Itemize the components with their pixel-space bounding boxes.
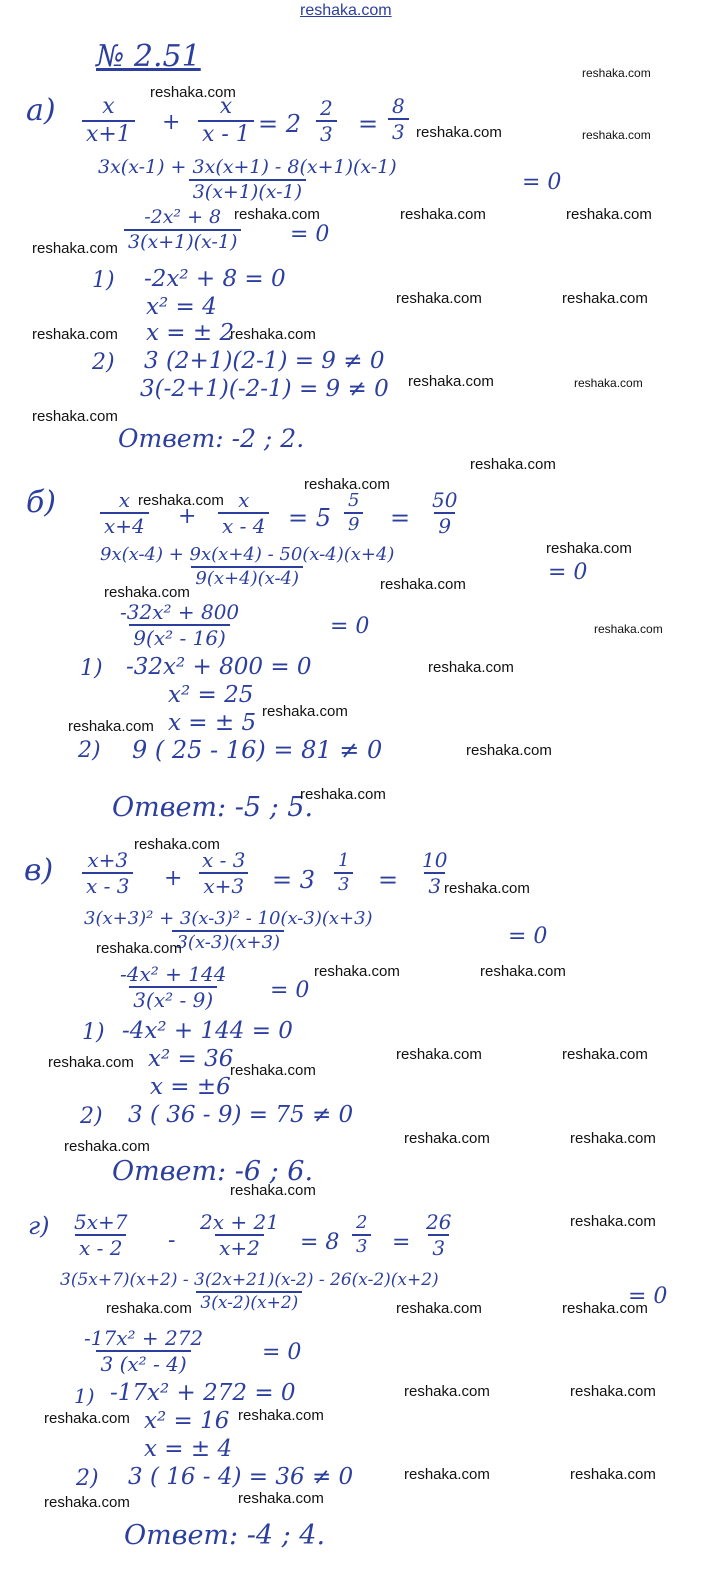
part-a-answer: Ответ: -2 ; 2. (118, 424, 305, 453)
watermark: reshaka.com (134, 836, 220, 853)
part-b-substep1-x2: x² = 25 (168, 682, 254, 708)
watermark: reshaka.com (562, 290, 648, 307)
part-d-step2-rhs: = 0 (262, 1340, 302, 1365)
step-numerator: 3(5x+7)(x+2) - 3(2x+21)(x-2) - 26(x-2)(x+2) (60, 1270, 439, 1290)
part-d-substep2-line1: 3 ( 16 - 4) = 36 ≠ 0 (128, 1464, 354, 1490)
part-c-step2-rhs: = 0 (270, 978, 310, 1003)
part-b-step2 (116, 602, 243, 648)
watermark: reshaka.com (314, 963, 400, 980)
part-c-substep2-line1: 3 ( 36 - 9) = 75 ≠ 0 (128, 1102, 354, 1128)
part-a-result-fraction (388, 96, 409, 142)
watermark: reshaka.com (416, 124, 502, 141)
watermark: reshaka.com (230, 1182, 316, 1199)
fraction-denominator: x+2 (215, 1234, 264, 1258)
fraction-numerator: x (118, 488, 131, 512)
watermark: reshaka.com (234, 206, 320, 223)
part-c-label: в) (24, 853, 54, 888)
fraction-numerator: 50 (432, 488, 458, 512)
watermark: reshaka.com (230, 1062, 316, 1079)
part-c-substep1-x: x = ±6 (150, 1074, 231, 1100)
part-c-mixed-fraction (334, 852, 353, 894)
problem-number: № 2.51 (96, 39, 201, 74)
watermark: reshaka.com (68, 718, 154, 735)
fraction-numerator: 10 (422, 848, 448, 872)
part-a-substep2-line2: 3(-2+1)(-2-1) = 9 ≠ 0 (140, 376, 389, 402)
watermark: reshaka.com (570, 1213, 656, 1230)
fraction-numerator: x+3 (87, 848, 129, 872)
step-numerator: 9x(x-4) + 9x(x+4) - 50(x-4)(x+4) (100, 544, 395, 565)
part-d-step2 (80, 1328, 207, 1374)
step-denominator: 9(x² - 16) (129, 624, 230, 648)
fraction-numerator: 2 (356, 1212, 368, 1233)
fraction-denominator: 9 (344, 512, 363, 534)
part-c-substep1-label: 1) (82, 1020, 105, 1045)
fraction-numerator: 2 (320, 96, 333, 120)
part-d-minus: - (168, 1228, 176, 1253)
step-denominator: 3(x-3)(x+3) (172, 930, 284, 952)
part-c-step2 (116, 964, 230, 1010)
part-d-answer: Ответ: -4 ; 4. (124, 1520, 326, 1551)
fraction-denominator: x+3 (199, 872, 248, 896)
part-b-plus: + (178, 504, 197, 529)
fraction-denominator: 3 (352, 1234, 371, 1256)
watermark: reshaka.com (470, 456, 556, 473)
watermark: reshaka.com (304, 476, 390, 493)
step-denominator: 3 (x² - 4) (96, 1350, 190, 1374)
part-b-substep1-eq: -32x² + 800 = 0 (126, 654, 312, 680)
watermark: reshaka.com (404, 1466, 490, 1483)
part-c-fraction-2 (198, 850, 249, 896)
part-c-step1-rhs: = 0 (508, 924, 548, 949)
part-d-substep2-label: 2) (76, 1466, 99, 1491)
part-c-substep1-x2: x² = 36 (148, 1046, 234, 1072)
part-c-equals-2: = (378, 866, 399, 894)
part-d-substep1-eq: -17x² + 272 = 0 (110, 1380, 296, 1406)
part-a-equals-mixed: = 2 (258, 110, 302, 138)
part-a-substep1-label: 1) (92, 268, 115, 293)
watermark: reshaka.com (64, 1138, 150, 1155)
part-b-label: б) (26, 485, 57, 520)
step-denominator: 9(x+4)(x-4) (191, 566, 303, 588)
watermark: reshaka.com (32, 408, 118, 425)
fraction-denominator: 3 (334, 872, 353, 894)
watermark: reshaka.com (562, 1046, 648, 1063)
step-numerator: -32x² + 800 (120, 600, 240, 624)
part-d-substep1-x2: x² = 16 (144, 1408, 230, 1434)
watermark: reshaka.com (396, 290, 482, 307)
fraction-denominator: x - 4 (218, 512, 269, 536)
watermark: reshaka.com (408, 373, 494, 390)
part-a-step2 (124, 208, 241, 252)
fraction-denominator: x - 1 (198, 120, 254, 146)
fraction-numerator: 1 (338, 850, 350, 871)
watermark: reshaka.com (582, 66, 651, 80)
watermark: reshaka.com (32, 240, 118, 257)
watermark: reshaka.com (104, 584, 190, 601)
fraction-numerator: 26 (426, 1210, 452, 1234)
part-d-equals-mixed: = 8 (300, 1230, 340, 1255)
watermark: reshaka.com (106, 1300, 192, 1317)
part-d-substep1-label: 1) (74, 1384, 95, 1408)
part-a-fraction-1 (82, 96, 135, 146)
part-b-substep1-label: 1) (80, 656, 103, 681)
fraction-numerator: 8 (392, 94, 405, 118)
watermark: reshaka.com (138, 492, 224, 509)
watermark: reshaka.com (396, 1300, 482, 1317)
step-numerator: -2x² + 8 (144, 206, 222, 228)
part-c-substep2-label: 2) (80, 1104, 103, 1129)
part-b-substep2-label: 2) (78, 738, 101, 763)
fraction-denominator: 3 (388, 118, 409, 142)
part-a-substep2-label: 2) (92, 350, 115, 375)
step-numerator: 3(x+3)² + 3(x-3)² - 10(x-3)(x+3) (84, 908, 373, 929)
watermark: reshaka.com (404, 1130, 490, 1147)
part-b-result-fraction (428, 490, 461, 536)
part-b-substep2-line1: 9 ( 25 - 16) = 81 ≠ 0 (132, 736, 383, 764)
watermark: reshaka.com (594, 622, 663, 636)
part-b-fraction-2 (218, 490, 269, 536)
part-d-result-fraction (422, 1212, 455, 1258)
watermark: reshaka.com (444, 880, 530, 897)
part-b-mixed-fraction (344, 492, 363, 534)
part-c-plus: + (164, 866, 183, 891)
part-a-step1 (94, 158, 401, 202)
fraction-denominator: x - 2 (75, 1234, 126, 1258)
watermark: reshaka.com (150, 84, 236, 101)
fraction-numerator: x (102, 94, 115, 119)
part-a-step1-rhs: = 0 (522, 170, 562, 195)
step-numerator: -4x² + 144 (120, 962, 227, 986)
part-c-substep1-eq: -4x² + 144 = 0 (122, 1018, 293, 1044)
part-d-step1-rhs: = 0 (628, 1284, 668, 1309)
watermark: reshaka.com (428, 659, 514, 676)
watermark: reshaka.com (300, 786, 386, 803)
part-a-step2-rhs: = 0 (290, 222, 330, 247)
part-b-step2-rhs: = 0 (330, 614, 370, 639)
watermark: reshaka.com (380, 576, 466, 593)
site-header-link[interactable]: reshaka.com (300, 2, 392, 19)
watermark: reshaka.com (570, 1383, 656, 1400)
fraction-denominator: 3 (424, 872, 445, 896)
watermark: reshaka.com (230, 326, 316, 343)
part-d-fraction-1 (70, 1212, 132, 1258)
watermark: reshaka.com (570, 1466, 656, 1483)
fraction-numerator: x - 3 (202, 848, 246, 872)
watermark: reshaka.com (396, 1046, 482, 1063)
step-denominator: 3(x+1)(x-1) (189, 179, 306, 202)
part-b-equals-2: = (390, 504, 411, 532)
watermark: reshaka.com (32, 326, 118, 343)
part-c-equals-mixed: = 3 (272, 866, 316, 894)
part-d-substep1-x: x = ± 4 (144, 1436, 233, 1462)
watermark: reshaka.com (262, 703, 348, 720)
part-a-fraction-2 (198, 96, 254, 146)
part-a-substep1-x2: x² = 4 (146, 294, 217, 320)
fraction-denominator: x - 3 (82, 872, 133, 896)
watermark: reshaka.com (238, 1490, 324, 1507)
part-a-substep1-x: x = ± 2 (146, 320, 235, 346)
part-a-substep1-eq: -2x² + 8 = 0 (144, 266, 286, 292)
part-b-substep1-x: x = ± 5 (168, 710, 257, 736)
part-b-step1 (96, 546, 398, 588)
step-numerator: -17x² + 272 (84, 1326, 204, 1350)
watermark: reshaka.com (404, 1383, 490, 1400)
watermark: reshaka.com (582, 128, 651, 142)
part-c-fraction-1 (82, 850, 133, 896)
watermark: reshaka.com (44, 1410, 130, 1427)
watermark: reshaka.com (48, 1054, 134, 1071)
fraction-denominator: 9 (434, 512, 455, 536)
watermark: reshaka.com (480, 963, 566, 980)
part-d-equals-2: = (392, 1230, 411, 1255)
part-d-label: г) (28, 1212, 50, 1240)
fraction-numerator: 5 (348, 490, 360, 511)
watermark: reshaka.com (574, 376, 643, 390)
part-d-fraction-2 (196, 1212, 283, 1258)
part-b-equals-mixed: = 5 (288, 504, 332, 532)
watermark: reshaka.com (466, 742, 552, 759)
watermark: reshaka.com (44, 1494, 130, 1511)
step-denominator: 3(x+1)(x-1) (124, 229, 241, 252)
watermark: reshaka.com (238, 1407, 324, 1424)
watermark: reshaka.com (400, 206, 486, 223)
watermark: reshaka.com (562, 1300, 648, 1317)
part-a-plus: + (162, 110, 181, 135)
fraction-denominator: 3 (316, 120, 337, 144)
part-b-step1-rhs: = 0 (548, 560, 588, 585)
part-b-answer: Ответ: -5 ; 5. (112, 792, 314, 823)
part-a-substep2-line1: 3 (2+1)(2-1) = 9 ≠ 0 (144, 348, 385, 374)
step-numerator: 3x(x-1) + 3x(x+1) - 8(x+1)(x-1) (98, 156, 397, 178)
step-denominator: 3(x² - 9) (129, 986, 217, 1010)
step-denominator: 3(x-2)(x+2) (196, 1291, 302, 1312)
watermark: reshaka.com (566, 206, 652, 223)
fraction-numerator: 2x + 21 (200, 1210, 279, 1234)
part-c-answer: Ответ: -6 ; 6. (112, 1156, 314, 1187)
part-a-mixed-fraction (316, 98, 337, 144)
part-d-mixed-fraction (352, 1214, 371, 1256)
watermark: reshaka.com (96, 940, 182, 957)
fraction-numerator: 5x+7 (74, 1210, 128, 1234)
fraction-denominator: 3 (428, 1234, 449, 1258)
fraction-denominator: x+4 (100, 512, 149, 536)
fraction-numerator: x (219, 94, 233, 119)
watermark: reshaka.com (570, 1130, 656, 1147)
fraction-numerator: x (238, 488, 250, 512)
watermark: reshaka.com (546, 540, 632, 557)
fraction-denominator: x+1 (82, 120, 135, 146)
part-a-label: а) (26, 93, 56, 128)
part-a-equals-2: = (358, 110, 379, 138)
